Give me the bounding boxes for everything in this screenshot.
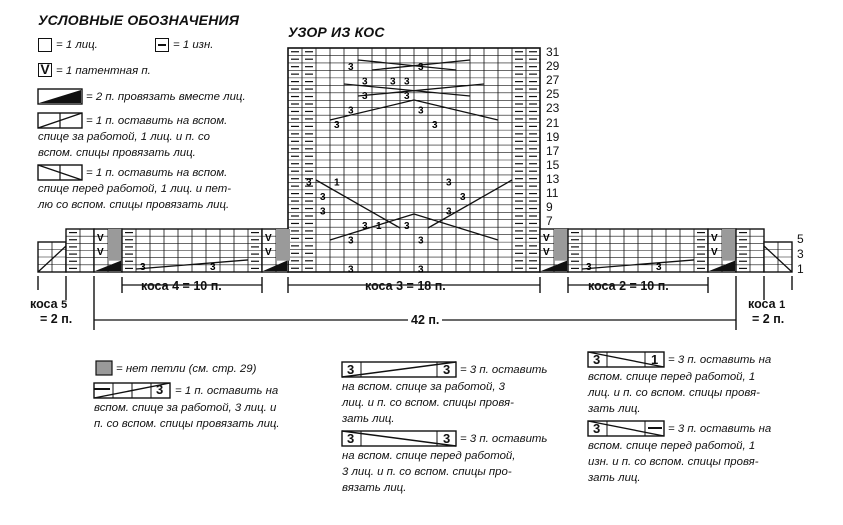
row-number: 9 <box>546 200 553 215</box>
legend-c3-3b-line3: лиц. и п. со вспом. спицы провя- <box>342 397 514 409</box>
row-number: 17 <box>546 143 560 158</box>
cable-1-3-number: 3 <box>156 382 164 397</box>
kosa4-count: = 10 п. <box>182 279 222 293</box>
legend-c3-3p-line4: зать лиц. <box>588 472 641 484</box>
kosa2-count: = 10 п. <box>629 279 669 293</box>
row-number: 29 <box>546 59 560 74</box>
cable-number: 3 <box>362 90 368 102</box>
slip-stitch-mark: V <box>97 233 104 244</box>
slip-stitch-mark: V <box>265 247 272 258</box>
row-number: 31 <box>546 45 560 59</box>
kosa1-number: 1 <box>779 299 786 311</box>
slip-stitch-mark: V <box>543 233 550 244</box>
slip-stitch-mark: V <box>97 247 104 258</box>
cable-3-3-purl-symbol-nums <box>588 421 664 436</box>
kosa3-number: 3 <box>396 279 404 293</box>
legend-c1-3-line1: = 1 п. оставить на <box>175 385 279 397</box>
legend-knit: = 1 лиц. <box>56 39 98 51</box>
chart-title: УЗОР ИЗ КОС <box>288 24 385 40</box>
cable-number: 3 <box>348 235 354 247</box>
cable-number: 3 <box>362 221 368 233</box>
kosa5-label <box>30 297 67 311</box>
legend-c3-1f-line1: = 3 п. оставить на <box>668 354 772 366</box>
cable-number: 3 <box>404 76 410 88</box>
cable-number: 3 <box>390 76 396 88</box>
row-number: 13 <box>546 171 560 186</box>
legend-no-stitch: = нет петли (см. стр. 29) <box>116 363 257 375</box>
kosa4-word: коса <box>141 279 169 293</box>
kosa1-count: = 2 п. <box>752 312 785 326</box>
cable-number: 3 <box>348 264 354 276</box>
cable-number: 3 <box>460 192 466 204</box>
legend-cross-left-3: лю со вспом. спицы провязать лиц. <box>38 199 230 211</box>
row-number: 23 <box>546 101 560 116</box>
kosa5-word: коса <box>30 297 58 311</box>
cable-3-3-back-symbol-nums <box>342 362 456 377</box>
total-stitches-label: 42 п. <box>408 313 442 327</box>
slip-stitch-mark: V <box>543 247 550 258</box>
row-number: 25 <box>546 87 560 102</box>
no-stitch-cell <box>276 229 290 261</box>
cable-number: 3 <box>404 90 410 102</box>
cable-number: 3 <box>656 262 662 273</box>
cable-3-3-front-symbol-nums <box>342 431 456 446</box>
cable-number: 1 <box>376 221 382 233</box>
cable-number: 3 <box>348 62 354 74</box>
cable-number: 3 <box>446 177 452 189</box>
legend-c3-3b-line2: на вспом. спице за работой, 3 <box>342 381 505 393</box>
row-number: 11 <box>546 186 559 200</box>
cable-number: 3 <box>334 119 340 131</box>
cable-number: 3 <box>586 262 592 273</box>
kosa1-word: коса <box>748 297 776 311</box>
legend-title: УСЛОВНЫЕ ОБОЗНАЧЕНИЯ <box>38 12 240 28</box>
legend-c3-3f-line1: = 3 п. оставить <box>460 433 548 445</box>
cable-3-3-front-num-left: 3 <box>347 431 355 446</box>
legend-c3-3f-line2: на вспом. спице перед работой, <box>342 450 516 462</box>
kosa1-label <box>748 297 785 311</box>
legend-cross-right-2: спице за работой, 1 лиц. и п. со <box>38 131 210 143</box>
kosa2-number: 2 <box>619 279 627 293</box>
cable-number: 3 <box>320 192 326 204</box>
cable-number: 3 <box>432 119 438 131</box>
kosa5-number: 5 <box>61 299 68 311</box>
cable-3-3-front-num-right: 3 <box>443 431 451 446</box>
cable-3-1-front-symbol-nums <box>588 352 664 367</box>
row-number: 15 <box>546 157 560 172</box>
row-number: 7 <box>546 214 553 229</box>
kosa2-label <box>588 279 669 293</box>
legend-c1-3-line2: вспом. спице за работой, 3 лиц. и <box>94 402 277 414</box>
kosa4-label <box>141 279 222 293</box>
legend-c1-3-line3: п. со вспом. спицы провязать лиц. <box>94 418 280 430</box>
legend-c3-1f-line4: зать лиц. <box>588 403 641 415</box>
cable-number: 3 <box>348 105 354 117</box>
legend-cross-left-2: спице перед работой, 1 лиц. и пет- <box>38 183 232 195</box>
legend-cross-left-1: = 1 п. оставить на вспом. <box>86 167 228 179</box>
legend-c3-3b-line4: зать лиц. <box>342 413 395 425</box>
row-number: 19 <box>546 129 560 144</box>
cable-number: 3 <box>418 264 424 276</box>
legend-purl: = 1 изн. <box>173 39 214 51</box>
slip-stitch-mark: V <box>265 233 272 244</box>
row-number-side: 5 <box>797 232 804 246</box>
row-number: 21 <box>546 115 560 130</box>
cable-3-3-purl-num-left: 3 <box>593 421 601 436</box>
legend-c3-3p-line3: изн. и п. со вспом. спицы провя- <box>588 456 759 468</box>
slip-stitch-mark: V <box>711 247 718 258</box>
kosa2-word: коса <box>588 279 616 293</box>
legend-c3-3p-line1: = 3 п. оставить на <box>668 423 772 435</box>
legend-slip: = 1 патентная п. <box>56 65 151 77</box>
cable-number: 1 <box>334 177 340 189</box>
cable-number: 3 <box>320 206 326 218</box>
cable-number: 3 <box>306 177 312 189</box>
no-stitch-cell <box>722 229 736 261</box>
row-number-side: 3 <box>797 247 804 261</box>
legend-c3-3b-line1: = 3 п. оставить <box>460 364 548 376</box>
kosa3-count: = 18 п. <box>406 279 446 293</box>
kosa3-label <box>365 279 446 293</box>
legend-cross-right-1: = 1 п. оставить на вспом. <box>86 115 228 127</box>
cable-number: 3 <box>210 262 216 273</box>
legend-c3-1f-line3: лиц. и п. со вспом. спицы провя- <box>588 387 760 399</box>
cable-number: 3 <box>418 235 424 247</box>
kosa3-word: коса <box>365 279 393 293</box>
cable-number: 3 <box>446 206 452 218</box>
cable-number: 3 <box>404 221 410 233</box>
cable-number: 3 <box>418 62 424 74</box>
cable-3-3-back-num-right: 3 <box>443 362 451 377</box>
legend-k2tog: = 2 п. провязать вместе лиц. <box>86 91 246 103</box>
legend-c3-3p-line2: вспом. спице перед работой, 1 <box>588 440 756 452</box>
cable-number: 3 <box>140 262 146 273</box>
row-number: 27 <box>546 73 560 88</box>
no-stitch-cell <box>554 229 568 261</box>
legend-c3-3f-line3: 3 лиц. и п. со вспом. спицы про- <box>342 466 512 478</box>
legend-c3-3f-line4: вязать лиц. <box>342 482 407 494</box>
cable-1-3-symbol-num <box>151 383 170 398</box>
cable-number: 3 <box>418 105 424 117</box>
legend-cross-right-3: вспом. спицы провязать лиц. <box>38 147 196 159</box>
kosa5-count: = 2 п. <box>40 312 73 326</box>
cable-3-3-back-num-left: 3 <box>347 362 355 377</box>
cable-3-1-front-num-left: 3 <box>593 352 601 367</box>
cable-3-1-front-num-right: 1 <box>651 352 659 367</box>
slip-stitch-mark: V <box>711 233 718 244</box>
no-stitch-cell <box>108 229 122 261</box>
row-number-side: 1 <box>797 262 804 276</box>
kosa4-number: 4 <box>172 279 180 293</box>
cable-number: 3 <box>362 76 368 88</box>
legend-c3-1f-line2: вспом. спице перед работой, 1 <box>588 371 756 383</box>
